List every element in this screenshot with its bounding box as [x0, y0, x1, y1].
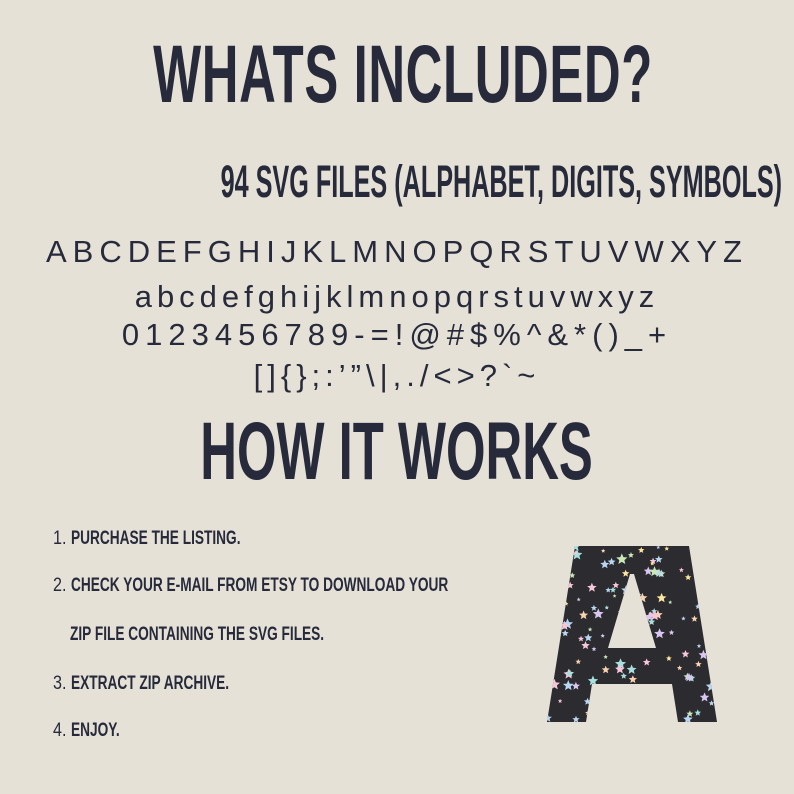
step-4: [53, 720, 138, 742]
svg-files-subheading-text: 94 SVG FILES (ALPHABET, DIGITS, SYMBOLS): [220, 156, 783, 207]
star-pattern-letter-a-icon: [547, 546, 717, 722]
step-1-number: 1.: [53, 528, 67, 549]
step-3: [53, 673, 290, 695]
step-4-number: 4.: [53, 720, 67, 741]
step-4-text: ENJOY.: [70, 720, 120, 741]
lowercase-glyphs: abcdefghijklmnopqrstuvwxyz: [134, 279, 660, 314]
whats-included-heading: [0, 28, 794, 122]
step-2-number: 2.: [53, 575, 67, 596]
how-it-works-heading-text: HOW IT WORKS: [200, 406, 594, 497]
step-3-text: EXTRACT ZIP ARCHIVE.: [70, 673, 229, 694]
step-2-continued-text: ZIP FILE CONTAINING THE SVG FILES.: [70, 624, 325, 645]
step-3-number: 3.: [53, 673, 67, 694]
step-1: [53, 528, 306, 550]
step-2-text: CHECK YOUR E-MAIL FROM ETSY TO DOWNLOAD YOUR: [70, 575, 449, 596]
whats-included-heading-text: WHATS INCLUDED?: [153, 29, 653, 120]
step-2-continued: [70, 624, 423, 646]
step-1-text: PURCHASE THE LISTING.: [70, 528, 241, 549]
step-2: [53, 575, 595, 597]
symbol-glyphs: []{};:’”\|,./<>?`~: [253, 358, 541, 393]
how-it-works-heading: [0, 405, 794, 499]
digit-symbol-glyphs: 0123456789-=!@#$%^&*()_+: [121, 317, 673, 352]
svg-files-subheading: [0, 156, 794, 208]
uppercase-glyphs: ABCDEFGHIJKLMNOPQRSTUVWXYZ: [46, 234, 748, 269]
